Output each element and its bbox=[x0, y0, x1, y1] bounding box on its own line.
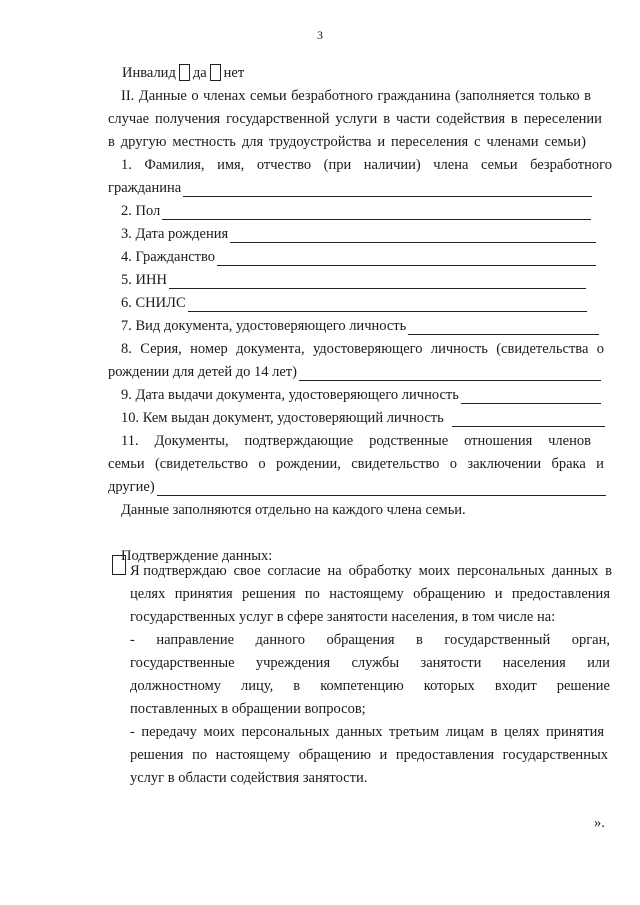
word: по bbox=[192, 747, 208, 763]
section-ii-line-1 bbox=[121, 87, 591, 105]
consent-line-6 bbox=[130, 677, 610, 695]
word: случае bbox=[108, 111, 150, 127]
word: о bbox=[596, 341, 604, 357]
word: получения bbox=[155, 111, 221, 127]
consent-line-5 bbox=[130, 654, 610, 672]
field-5-label: 5. ИНН bbox=[121, 272, 167, 288]
word: по bbox=[304, 586, 320, 602]
word: и bbox=[379, 747, 388, 763]
invalid-yes-label: да bbox=[192, 65, 207, 81]
word: государственных bbox=[502, 747, 608, 763]
field-8-row bbox=[108, 363, 601, 381]
word: трудоустройства bbox=[269, 134, 372, 150]
word: членами bbox=[486, 134, 539, 150]
word: Фамилия, bbox=[144, 157, 205, 173]
word: моих bbox=[203, 724, 235, 740]
field-6-input-line[interactable] bbox=[188, 297, 587, 312]
word: (свидетельства bbox=[496, 341, 589, 357]
invalid-yes-checkbox[interactable] bbox=[179, 64, 190, 81]
word: решение bbox=[556, 678, 610, 694]
word: - bbox=[130, 724, 135, 740]
word: рождении, bbox=[275, 456, 341, 472]
invalid-no-checkbox[interactable] bbox=[210, 64, 221, 81]
field-6-label: 6. СНИЛС bbox=[121, 295, 186, 311]
field-7-label: 7. Вид документа, удостоверяющего личность bbox=[121, 318, 407, 334]
word: предоставления bbox=[395, 747, 495, 763]
word: семьи bbox=[250, 88, 287, 104]
word: на bbox=[327, 563, 342, 579]
word: принятия bbox=[546, 724, 604, 740]
word: населения bbox=[502, 655, 566, 671]
consent-line-2 bbox=[130, 585, 610, 603]
consent-line-10: услуг в области содействия занятости. bbox=[130, 770, 368, 786]
word: направление bbox=[156, 632, 235, 648]
field-11-label-end: другие) bbox=[108, 479, 155, 495]
invalid-row bbox=[122, 64, 244, 82]
field-2-input-line[interactable] bbox=[162, 205, 591, 220]
word: в bbox=[510, 111, 518, 127]
field-1-label bbox=[121, 156, 612, 174]
word: II. bbox=[121, 88, 135, 104]
word: имя, bbox=[217, 157, 245, 173]
word: в bbox=[108, 134, 115, 150]
word: брака bbox=[551, 456, 586, 472]
page-number: 3 bbox=[317, 28, 323, 42]
word: Документы, bbox=[154, 433, 229, 449]
field-3-row bbox=[121, 225, 596, 243]
field-1-label-cont: гражданина bbox=[108, 180, 182, 196]
word: о bbox=[449, 456, 458, 472]
word: данных bbox=[336, 724, 383, 740]
word: услуги bbox=[335, 111, 378, 127]
word: в bbox=[605, 563, 612, 579]
word: и bbox=[377, 134, 386, 150]
word: передачу bbox=[141, 724, 197, 740]
field-5-input-line[interactable] bbox=[169, 274, 586, 289]
word: в bbox=[383, 111, 391, 127]
word: Я подтверждаю bbox=[130, 563, 227, 579]
word: другую bbox=[120, 134, 167, 150]
word: обращению bbox=[413, 586, 486, 602]
word: 8. bbox=[121, 341, 132, 357]
word: предоставления bbox=[511, 586, 610, 602]
field-6-row bbox=[121, 294, 587, 312]
field-2-label: 2. Пол bbox=[121, 203, 161, 219]
word: решения bbox=[242, 586, 296, 602]
word: решения bbox=[130, 747, 184, 763]
field-3-input-line[interactable] bbox=[230, 228, 596, 243]
field-8-input-line[interactable] bbox=[299, 366, 601, 381]
field-7-row bbox=[121, 317, 599, 335]
field-1-row bbox=[108, 179, 592, 197]
word: свое bbox=[233, 563, 261, 579]
word: о bbox=[191, 88, 199, 104]
word: 11. bbox=[121, 433, 139, 449]
word: члена bbox=[433, 157, 469, 173]
word: государственные bbox=[130, 655, 235, 671]
word: отчество bbox=[256, 157, 312, 173]
invalid-no-label: нет bbox=[223, 65, 245, 81]
field-1-input-line[interactable] bbox=[183, 182, 592, 197]
field-3-label: 3. Дата рождения bbox=[121, 226, 229, 242]
field-5-row bbox=[121, 271, 586, 289]
word: (при bbox=[323, 157, 352, 173]
word: компетенцию bbox=[320, 678, 404, 694]
word: личность bbox=[430, 341, 488, 357]
consent-line-8 bbox=[130, 723, 604, 741]
word: Серия, bbox=[140, 341, 182, 357]
word: государственный bbox=[444, 632, 551, 648]
word: моих bbox=[418, 563, 451, 579]
word: подтверждающие bbox=[244, 433, 354, 449]
word: настоящему bbox=[215, 747, 291, 763]
word: в bbox=[584, 88, 591, 104]
word: гражданина bbox=[377, 88, 451, 104]
word: в bbox=[490, 724, 498, 740]
word: учреждения bbox=[255, 655, 331, 671]
word: государственной bbox=[226, 111, 330, 127]
field-9-row bbox=[121, 386, 601, 404]
word: обработку bbox=[348, 563, 412, 579]
field-11-input-line[interactable] bbox=[157, 481, 606, 496]
field-11-row bbox=[108, 478, 606, 496]
word: с bbox=[474, 134, 481, 150]
word: и bbox=[494, 586, 503, 602]
invalid-label: Инвалид bbox=[122, 65, 176, 81]
word: или bbox=[587, 655, 610, 671]
closing-quote: ». bbox=[594, 815, 605, 831]
word: местность bbox=[172, 134, 236, 150]
word: заключении bbox=[467, 456, 542, 472]
word: орган, bbox=[571, 632, 610, 648]
consent-line-1 bbox=[130, 562, 612, 580]
word: принятия bbox=[174, 586, 233, 602]
field-11-label-cont bbox=[108, 455, 604, 473]
consent-checkbox[interactable] bbox=[112, 555, 126, 575]
word: части bbox=[395, 111, 431, 127]
field-10-row bbox=[121, 409, 605, 427]
word: документа, bbox=[236, 341, 305, 357]
field-9-label: 9. Дата выдачи документа, удостоверяющего личность bbox=[121, 387, 459, 403]
word: должностному bbox=[130, 678, 221, 694]
confirmation-title: Подтверждение данных: bbox=[121, 548, 273, 564]
field-7-input-line[interactable] bbox=[408, 320, 599, 335]
consent-line-9 bbox=[130, 746, 608, 764]
field-4-row bbox=[121, 248, 596, 266]
word: свидетельство bbox=[351, 456, 440, 472]
word: только bbox=[538, 88, 580, 104]
word: наличии) bbox=[363, 157, 421, 173]
word: для bbox=[241, 134, 264, 150]
word: 1. bbox=[121, 157, 132, 173]
word: семьи bbox=[108, 456, 145, 472]
word: целях bbox=[130, 586, 166, 602]
word: отношения bbox=[464, 433, 533, 449]
word: в bbox=[293, 678, 301, 694]
word: целях bbox=[504, 724, 540, 740]
word: данного bbox=[255, 632, 305, 648]
word: персональных bbox=[241, 724, 330, 740]
field-4-input-line[interactable] bbox=[217, 251, 596, 266]
consent-line-7: поставленных в обращении вопросов; bbox=[130, 701, 366, 717]
word: о bbox=[258, 456, 266, 472]
word: Данные bbox=[138, 88, 187, 104]
word: обращения bbox=[326, 632, 395, 648]
field-8-label bbox=[121, 340, 604, 358]
word: занятости bbox=[420, 655, 482, 671]
word: родственные bbox=[369, 433, 449, 449]
fill-note: Данные заполняются отдельно на каждого члена семьи. bbox=[121, 502, 466, 518]
word: третьим bbox=[389, 724, 440, 740]
consent-line-4 bbox=[130, 631, 610, 649]
word: удостоверяющего bbox=[312, 341, 423, 357]
word: согласие bbox=[267, 563, 321, 579]
word: которых bbox=[423, 678, 475, 694]
word: членов bbox=[548, 433, 591, 449]
field-2-row bbox=[121, 202, 591, 220]
word: семьи) bbox=[544, 134, 586, 150]
field-9-input-line[interactable] bbox=[461, 389, 601, 404]
word: и bbox=[596, 456, 604, 472]
section-ii-line-2 bbox=[108, 110, 602, 128]
section-ii-line-3 bbox=[108, 133, 586, 151]
word: безработного bbox=[291, 88, 373, 104]
word: членах bbox=[203, 88, 246, 104]
word: данных bbox=[551, 563, 599, 579]
field-10-input-line[interactable] bbox=[452, 412, 605, 427]
field-11-label bbox=[121, 432, 591, 450]
word: - bbox=[130, 632, 135, 648]
word: переселения bbox=[391, 134, 469, 150]
word: в bbox=[416, 632, 423, 648]
word: (заполняется bbox=[455, 88, 535, 104]
word: переселении bbox=[523, 111, 602, 127]
word: входит bbox=[494, 678, 537, 694]
field-10-label: 10. Кем выдан документ, удостоверяющий личность bbox=[121, 410, 444, 426]
word: настоящему bbox=[329, 586, 404, 602]
word: содействия bbox=[436, 111, 506, 127]
word: лицу, bbox=[241, 678, 274, 694]
consent-line-3: государственных услуг в сфере занятости населения, в том числе на: bbox=[130, 609, 556, 625]
word: обращению bbox=[298, 747, 371, 763]
word: безработного bbox=[530, 157, 612, 173]
word: (свидетельство bbox=[154, 456, 249, 472]
word: персональных bbox=[456, 563, 546, 579]
word: номер bbox=[190, 341, 228, 357]
word: семьи bbox=[480, 157, 518, 173]
word: службы bbox=[351, 655, 400, 671]
field-4-label: 4. Гражданство bbox=[121, 249, 216, 265]
word: лицам bbox=[445, 724, 485, 740]
field-8-label-cont: рождении для детей до 14 лет) bbox=[108, 364, 297, 380]
